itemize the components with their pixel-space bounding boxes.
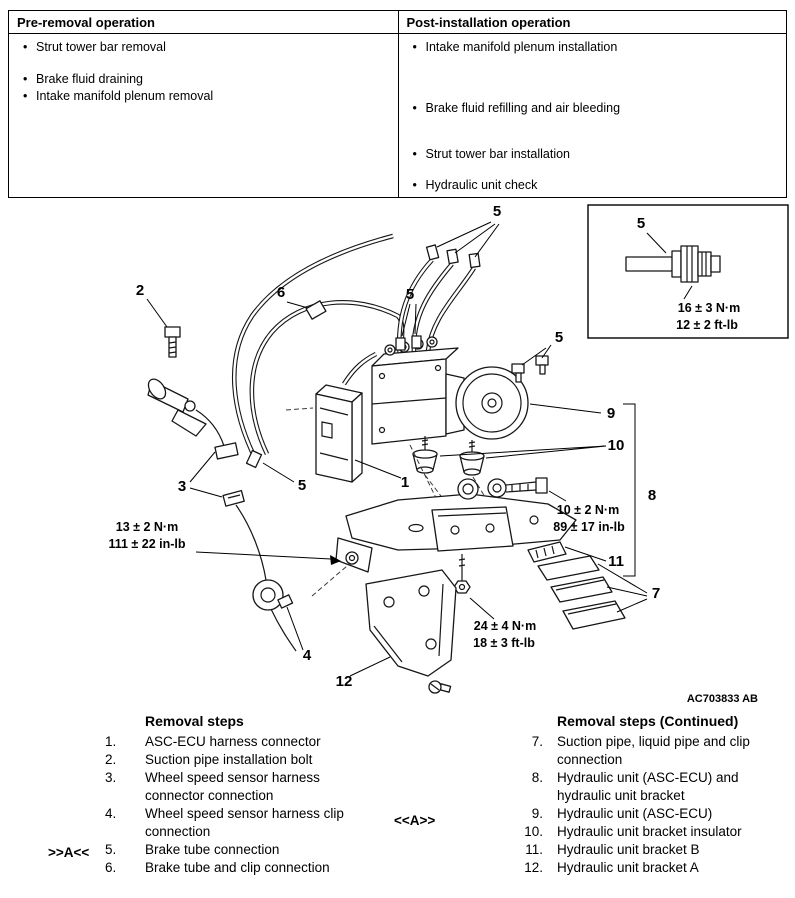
torque-right-metric: 10 ± 2 N·m xyxy=(556,503,620,517)
removal-steps-section xyxy=(0,710,795,898)
callout-6-clip: 6 xyxy=(276,284,286,301)
step-number: 12. xyxy=(524,860,543,875)
exploded-diagram-area xyxy=(0,198,795,710)
callout-2-bolt: 2 xyxy=(135,282,145,299)
step-item xyxy=(100,751,380,769)
step-text: Hydraulic unit (ASC-ECU) and hydraulic unit bracket xyxy=(557,770,739,803)
ops-item xyxy=(409,40,777,55)
flare-nut xyxy=(396,338,405,350)
ops-item-label: Brake fluid draining xyxy=(36,72,144,86)
torque-right-imperial: 89 ± 17 in-lb xyxy=(553,520,625,534)
torque-inset-metric: 16 ± 3 N·m xyxy=(677,301,741,315)
marker-a-out: >>A<< xyxy=(48,845,90,860)
inset-detail-box xyxy=(588,205,788,338)
callout-5-tubes-mid: 5 xyxy=(405,286,415,303)
torque-left-imperial: 111 ± 22 in-lb xyxy=(108,537,186,551)
callout-1-ecu: 1 xyxy=(400,474,410,491)
bullet-icon xyxy=(409,101,426,116)
callout-11-bracket-b: 11 xyxy=(608,553,624,570)
step-item xyxy=(505,733,790,769)
step-text: Suction pipe installation bolt xyxy=(145,752,313,767)
step-item xyxy=(505,769,790,805)
step-number: 2. xyxy=(105,752,117,767)
step-item xyxy=(100,805,380,841)
step-item xyxy=(100,769,380,805)
ops-item xyxy=(19,40,388,55)
torque-left-metric: 13 ± 2 N·m xyxy=(115,520,179,534)
step-item xyxy=(100,733,380,751)
ops-item-label: Brake fluid refilling and air bleeding xyxy=(425,101,621,115)
ops-item-label: Hydraulic unit check xyxy=(425,178,538,192)
removal-steps-left xyxy=(100,713,380,877)
post-installation-title: Post-installation operation xyxy=(399,11,787,34)
pre-removal-title: Pre-removal operation xyxy=(9,11,398,34)
ops-item xyxy=(19,89,388,104)
torque-bottom-imperial: 18 ± 3 ft-lb xyxy=(473,636,535,650)
step-number: 3. xyxy=(105,770,117,785)
step-number: 8. xyxy=(531,770,543,785)
callout-12-bracket-a: 12 xyxy=(335,673,353,690)
marker-a-in: <<A>> xyxy=(394,813,436,828)
step-text: Brake tube and clip connection xyxy=(145,860,330,875)
figure-code: AC703833 AB xyxy=(686,693,758,705)
step-text: Hydraulic unit (ASC-ECU) xyxy=(557,806,713,821)
removal-steps-continued-title: Removal steps (Continued) xyxy=(557,713,739,729)
step-item xyxy=(505,859,790,877)
hidden-line xyxy=(286,408,313,410)
suction-pipe xyxy=(145,376,224,446)
callout-7-pipes: 7 xyxy=(651,585,661,602)
callout-5-tubes-top: 5 xyxy=(492,203,502,220)
pre-removal-list xyxy=(9,34,398,108)
step-item xyxy=(100,841,380,859)
hydraulic-unit xyxy=(372,337,528,444)
callout-9-unit: 9 xyxy=(606,405,616,422)
hydraulic-unit-exploded-view xyxy=(0,198,795,710)
hydraulic-unit-bracket-b xyxy=(336,494,576,593)
step-number: 5. xyxy=(105,842,117,857)
tube-fitting-left xyxy=(247,451,262,468)
callout-5-tube-left: 5 xyxy=(297,477,307,494)
callout-3-sensor: 3 xyxy=(177,478,187,495)
step-number: 7. xyxy=(531,734,543,749)
bullet-icon xyxy=(409,147,426,162)
callout-4-clip: 4 xyxy=(302,647,312,664)
step-number: 9. xyxy=(531,806,543,821)
ops-item-label: Intake manifold plenum removal xyxy=(36,89,214,103)
step-number: 10. xyxy=(524,824,543,839)
bullet-icon xyxy=(409,40,426,55)
bracket-a-bolt xyxy=(429,681,451,693)
removal-steps-right xyxy=(505,713,790,877)
step-text: Wheel speed sensor harness connector connection xyxy=(145,770,320,803)
ops-item-label: Intake manifold plenum installation xyxy=(425,40,618,54)
step-item xyxy=(505,823,790,841)
step-text: Brake tube connection xyxy=(145,842,280,857)
group-bracket-8 xyxy=(623,404,635,576)
step-text: Suction pipe, liquid pipe and clip connection xyxy=(557,734,750,767)
wheel-speed-sensor-harness xyxy=(215,443,296,651)
torque-bottom-metric: 24 ± 4 N·m xyxy=(473,619,537,633)
bullet-icon xyxy=(19,72,36,87)
ops-item xyxy=(409,178,777,193)
step-text: Hydraulic unit bracket A xyxy=(557,860,699,875)
removal-steps-title: Removal steps xyxy=(145,713,244,729)
step-item xyxy=(505,841,790,859)
bullet-icon xyxy=(19,40,36,55)
step-number: 11. xyxy=(525,842,543,857)
suction-pipe-bolt xyxy=(165,327,180,357)
bracket-bolt-washers xyxy=(458,478,547,499)
ops-item xyxy=(409,147,777,162)
callout-10-insulators: 10 xyxy=(607,437,625,454)
torque-inset-imperial: 12 ± 2 ft-lb xyxy=(676,318,738,332)
step-text: Wheel speed sensor harness clip connection xyxy=(145,806,344,839)
step-item xyxy=(100,859,380,877)
post-installation-list xyxy=(399,34,787,197)
step-text: ASC-ECU harness connector xyxy=(145,734,321,749)
post-installation-column xyxy=(398,11,787,197)
step-number: 6. xyxy=(105,860,117,875)
step-text: Hydraulic unit bracket B xyxy=(557,842,700,857)
ops-item xyxy=(409,101,777,116)
callout-5-bolts-right: 5 xyxy=(554,329,564,346)
step-number: 1. xyxy=(105,734,117,749)
step-number: 4. xyxy=(105,806,117,821)
ops-item-label: Strut tower bar installation xyxy=(425,147,571,161)
pre-removal-column xyxy=(9,11,398,197)
tube-flare-nuts xyxy=(427,245,480,268)
ops-item xyxy=(19,72,388,87)
step-item xyxy=(505,805,790,823)
operations-table xyxy=(8,10,787,198)
callout-8-assembly: 8 xyxy=(647,487,657,504)
hydraulic-unit-bracket-a xyxy=(366,570,456,676)
bullet-icon xyxy=(19,89,36,104)
asc-ecu-unit xyxy=(316,354,376,482)
ops-item-label: Strut tower bar removal xyxy=(36,40,166,54)
bullet-icon xyxy=(409,178,426,193)
step-text: Hydraulic unit bracket insulator xyxy=(557,824,742,839)
flare-nut xyxy=(412,336,421,348)
callout-5-inset: 5 xyxy=(636,215,646,232)
